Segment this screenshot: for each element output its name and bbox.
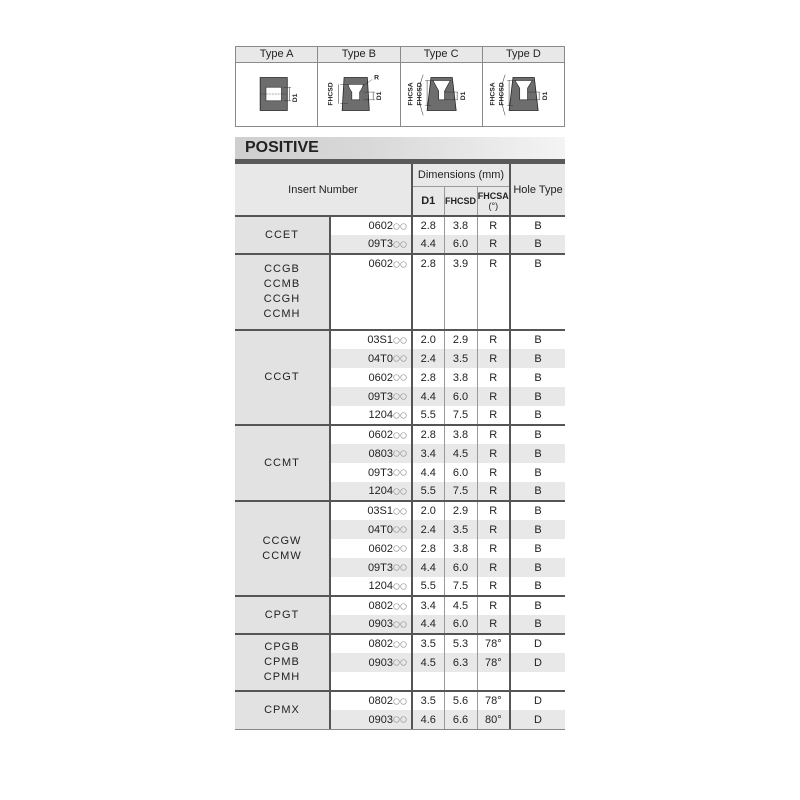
hole-type-value: B (510, 615, 565, 634)
insert-code: 1204 (368, 409, 394, 421)
fhcsd-value: 2.9 (444, 501, 477, 520)
family-name: CPGB (264, 641, 300, 653)
insert-code: 0802 (368, 600, 394, 612)
family-cell (235, 691, 330, 729)
empty-cell (444, 672, 477, 691)
fhcsa-value: R (477, 406, 510, 425)
fhcsd-value: 3.9 (444, 254, 477, 273)
insert-code: 09T3 (367, 561, 394, 574)
family-cell (235, 634, 330, 691)
family-name: CPMX (264, 704, 300, 716)
d1-value: 4.6 (412, 710, 444, 729)
table-row (235, 330, 565, 349)
fhcsa-value: 78° (477, 634, 510, 653)
empty-cell (477, 672, 510, 691)
fhcsd-value: 3.8 (444, 216, 477, 235)
fhcsa-value: R (477, 368, 510, 387)
hole-type-value: B (510, 520, 565, 539)
insert-code: 09T3 (367, 390, 394, 403)
insert-code-cell (330, 501, 412, 520)
fhcsa-value: R (477, 539, 510, 558)
empty-cell (444, 273, 477, 292)
type-c-drawing (401, 63, 482, 126)
fhcsd-value: 6.0 (444, 235, 477, 254)
placeholder-circles-icon (393, 374, 407, 381)
insert-code-cell (330, 577, 412, 596)
fhcsa-value: R (477, 330, 510, 349)
placeholder-circles-icon (393, 469, 407, 476)
insert-code: 0602 (368, 220, 394, 232)
fhcsd-header-label: FHCSD (445, 195, 477, 206)
d1-value: 3.5 (412, 634, 444, 653)
placeholder-circles-icon (393, 526, 407, 533)
empty-cell (330, 311, 412, 330)
fhcsd-value: 6.3 (444, 653, 477, 672)
family-name: CCMW (262, 549, 302, 562)
insert-group (235, 216, 565, 254)
d1-value: 5.5 (412, 406, 444, 425)
insert-code: 09T3 (367, 466, 394, 479)
insert-group (235, 691, 565, 729)
type-c-label: Type C (401, 47, 482, 63)
family-name: CPMB (264, 656, 300, 668)
placeholder-circles-icon (393, 241, 407, 248)
type-b-diagram (318, 63, 399, 126)
hole-type-value: B (534, 505, 542, 517)
empty-cell (510, 273, 565, 292)
empty-cell (477, 311, 510, 330)
empty-cell (330, 273, 412, 292)
placeholder-circles-icon (393, 545, 407, 552)
empty-cell (510, 292, 565, 311)
type-a-d1-label: D1 (291, 93, 299, 103)
family-name: CCGB (264, 263, 300, 275)
insert-code: 03S1 (367, 505, 394, 517)
d1-value: 2.8 (412, 425, 444, 444)
hole-type-value: B (510, 444, 565, 463)
placeholder-circles-icon (393, 355, 407, 362)
family-name: CPMH (263, 671, 301, 683)
insert-code-cell (330, 444, 412, 463)
type-d-column (483, 47, 564, 126)
table-header (235, 164, 565, 216)
fhcsd-value: 6.0 (444, 387, 477, 406)
insert-group (235, 425, 565, 501)
table-row (235, 216, 565, 235)
type-d-fhcsa-label: FHCSA (489, 82, 497, 106)
family-cell (235, 501, 330, 596)
d1-value: 3.5 (412, 691, 444, 710)
hole-type-value: B (534, 220, 542, 232)
insert-code-cell (330, 235, 412, 254)
table-row (235, 596, 565, 615)
insert-type-legend (235, 46, 565, 127)
hole-type-value: B (534, 466, 542, 479)
fhcsd-value: 5.3 (444, 634, 477, 653)
fhcsd-value: 7.5 (444, 577, 477, 596)
hole-type-value: B (510, 235, 565, 254)
fhcsd-value: 6.0 (444, 558, 477, 577)
insert-code: 0903 (368, 618, 394, 630)
fhcsa-value: R (477, 482, 510, 501)
dimensions-header: Dimensions (mm) (412, 164, 510, 186)
fhcsa-value: R (477, 216, 510, 235)
fhcsa-value: 78° (477, 691, 510, 710)
insert-code: 09T3 (367, 238, 394, 250)
fhcsd-header (444, 186, 477, 216)
insert-code: 1204 (368, 485, 394, 497)
family-name: CCGH (263, 293, 301, 305)
family-cell (235, 425, 330, 501)
insert-group (235, 634, 565, 691)
d1-value: 5.5 (412, 482, 444, 501)
empty-cell (444, 292, 477, 311)
hole-type-value: D (534, 638, 542, 650)
placeholder-circles-icon (393, 393, 407, 400)
insert-code-cell (330, 216, 412, 235)
family-name: CPGT (264, 608, 300, 621)
section-header (235, 137, 565, 159)
insert-code: 0803 (368, 447, 394, 460)
insert-code: 1204 (368, 580, 394, 592)
fhcsa-value: R (477, 425, 510, 444)
table-row (235, 425, 565, 444)
d1-value: 4.4 (412, 387, 444, 406)
fhcsa-value: 80° (477, 710, 510, 729)
fhcsd-value: 3.8 (444, 539, 477, 558)
placeholder-circles-icon (393, 450, 407, 457)
insert-code-cell (330, 387, 412, 406)
insert-code-cell (330, 425, 412, 444)
d1-value: 3.4 (412, 444, 444, 463)
d1-value: 2.0 (412, 330, 444, 349)
fhcsa-value: R (477, 501, 510, 520)
insert-code: 04T0 (367, 523, 394, 536)
insert-code-cell (330, 520, 412, 539)
type-b-radius-label: R (374, 74, 380, 82)
hole-type-value: D (510, 710, 565, 729)
fhcsa-value: R (477, 558, 510, 577)
insert-code-cell (330, 406, 412, 425)
type-d-label: Type D (483, 47, 564, 63)
section-title: POSITIVE (245, 139, 319, 156)
insert-code-cell (330, 482, 412, 501)
type-c-fhcsa-label: FHCSA (407, 82, 415, 106)
d1-value: 5.5 (412, 577, 444, 596)
table-row (235, 501, 565, 520)
insert-code: 0802 (368, 638, 394, 650)
fhcsa-value: R (477, 254, 510, 273)
fhcsa-value: R (477, 596, 510, 615)
fhcsa-value: R (477, 444, 510, 463)
type-d-drawing (483, 63, 564, 126)
placeholder-circles-icon (393, 488, 407, 495)
empty-cell (510, 672, 565, 691)
d1-value: 4.5 (412, 653, 444, 672)
d1-header (412, 186, 444, 216)
type-a-label: Type A (236, 47, 317, 63)
placeholder-circles-icon (393, 583, 407, 590)
family-cell (235, 596, 330, 634)
insert-code-cell (330, 634, 412, 653)
insert-code: 0903 (368, 656, 394, 669)
insert-number-header: Insert Number (235, 164, 412, 216)
insert-code-cell (330, 368, 412, 387)
type-d-d1-label: D1 (541, 91, 549, 101)
hole-type-value: D (534, 695, 542, 707)
fhcsa-header-label: FHCSA (477, 190, 509, 201)
insert-code-cell (330, 596, 412, 615)
placeholder-circles-icon (393, 621, 407, 628)
fhcsd-value: 4.5 (444, 444, 477, 463)
insert-group (235, 254, 565, 330)
hole-type-value: B (534, 429, 542, 441)
fhcsa-value: R (477, 235, 510, 254)
insert-code: 0802 (368, 695, 394, 707)
hole-type-value: B (534, 334, 542, 346)
placeholder-circles-icon (393, 261, 407, 268)
fhcsa-value: R (477, 615, 510, 634)
fhcsd-value: 4.5 (444, 596, 477, 615)
d1-value: 2.8 (412, 539, 444, 558)
insert-code-cell (330, 254, 412, 273)
fhcsd-value: 3.5 (444, 520, 477, 539)
hole-type-value: B (510, 558, 565, 577)
family-name: CCMH (263, 308, 301, 320)
placeholder-circles-icon (393, 641, 407, 648)
placeholder-circles-icon (393, 508, 407, 515)
hole-type-value: B (534, 258, 542, 270)
d1-value: 3.4 (412, 596, 444, 615)
type-c-diagram (401, 63, 482, 126)
family-name: CCGW (262, 534, 302, 547)
family-cell (235, 330, 330, 425)
type-c-column (401, 47, 483, 126)
insert-group (235, 596, 565, 634)
insert-code-cell (330, 349, 412, 368)
type-b-drawing (318, 63, 399, 126)
insert-code-cell (330, 558, 412, 577)
insert-code: 0602 (368, 258, 394, 270)
d1-value: 2.4 (412, 520, 444, 539)
fhcsd-value: 7.5 (444, 406, 477, 425)
placeholder-circles-icon (393, 432, 407, 439)
insert-code-cell (330, 539, 412, 558)
fhcsd-value: 2.9 (444, 330, 477, 349)
insert-group (235, 330, 565, 425)
table-bottom-rule (235, 729, 565, 730)
fhcsd-value: 3.8 (444, 425, 477, 444)
fhcsa-value: R (477, 520, 510, 539)
d1-value: 2.8 (412, 254, 444, 273)
fhcsd-value: 3.8 (444, 368, 477, 387)
table-row (235, 691, 565, 710)
insert-code: 0903 (368, 713, 394, 726)
placeholder-circles-icon (393, 603, 407, 610)
hole-type-value: B (534, 371, 542, 384)
table-row (235, 634, 565, 653)
type-c-fhcsd-label: FHCSD (415, 82, 423, 106)
empty-cell (477, 273, 510, 292)
type-c-d1-label: D1 (459, 91, 467, 101)
fhcsa-value: R (477, 349, 510, 368)
placeholder-circles-icon (393, 716, 407, 723)
family-name: CCET (265, 228, 299, 241)
type-a-column (236, 47, 318, 126)
fhcsa-value: R (477, 387, 510, 406)
hole-type-value: B (534, 409, 542, 421)
type-d-diagram (483, 63, 564, 126)
type-d-fhcsd-label: FHCSD (498, 82, 506, 106)
fhcsa-value: R (477, 463, 510, 482)
d1-value: 2.8 (412, 216, 444, 235)
fhcsd-value: 6.6 (444, 710, 477, 729)
fhcsd-value: 5.6 (444, 691, 477, 710)
placeholder-circles-icon (393, 337, 407, 344)
insert-code: 04T0 (367, 352, 394, 365)
placeholder-circles-icon (393, 659, 407, 666)
fhcsa-value: R (477, 577, 510, 596)
insert-code: 0602 (368, 371, 394, 384)
placeholder-circles-icon (393, 223, 407, 230)
insert-code-cell (330, 710, 412, 729)
type-a-diagram (236, 63, 317, 126)
insert-code-cell (330, 653, 412, 672)
d1-value: 4.4 (412, 235, 444, 254)
empty-cell (412, 672, 444, 691)
fhcsa-value: 78° (477, 653, 510, 672)
empty-cell (330, 672, 412, 691)
hole-type-value: B (534, 600, 542, 612)
insert-table (235, 164, 565, 729)
family-name: CCMT (264, 456, 300, 469)
type-a-drawing (236, 63, 317, 126)
hole-type-value: D (510, 653, 565, 672)
insert-code-cell (330, 691, 412, 710)
fhcsa-unit: (°) (488, 200, 499, 211)
fhcsd-value: 7.5 (444, 482, 477, 501)
family-name: CCMB (263, 278, 301, 290)
fhcsd-value: 3.5 (444, 349, 477, 368)
insert-code-cell (330, 463, 412, 482)
d1-value: 2.8 (412, 368, 444, 387)
d1-value: 2.4 (412, 349, 444, 368)
d1-value: 4.4 (412, 615, 444, 634)
table-row (235, 254, 565, 273)
hole-type-value: B (510, 349, 565, 368)
fhcsd-value: 6.0 (444, 463, 477, 482)
insert-code: 0602 (368, 429, 394, 441)
placeholder-circles-icon (393, 564, 407, 571)
type-b-d1-label: D1 (376, 91, 384, 101)
empty-cell (510, 311, 565, 330)
insert-code-cell (330, 330, 412, 349)
type-b-column (318, 47, 400, 126)
d1-value: 4.4 (412, 463, 444, 482)
empty-cell (330, 292, 412, 311)
hole-type-value: B (510, 482, 565, 501)
type-b-fhcsd-label: FHCSD (327, 82, 335, 106)
fhcsa-header (477, 186, 510, 216)
empty-cell (412, 292, 444, 311)
empty-cell (412, 273, 444, 292)
placeholder-circles-icon (393, 412, 407, 419)
insert-group (235, 501, 565, 596)
d1-header-label: D1 (421, 194, 436, 207)
hole-type-value: B (534, 542, 542, 555)
hole-type-value: B (534, 580, 542, 592)
placeholder-circles-icon (393, 698, 407, 705)
hole-type-value: B (510, 387, 565, 406)
empty-cell (477, 292, 510, 311)
hole-type-header: Hole Type (510, 164, 565, 216)
fhcsd-value: 6.0 (444, 615, 477, 634)
insert-code: 0602 (368, 542, 394, 555)
insert-code-cell (330, 615, 412, 634)
d1-value: 2.0 (412, 501, 444, 520)
family-cell (235, 216, 330, 254)
empty-cell (444, 311, 477, 330)
insert-code: 03S1 (367, 334, 394, 346)
family-cell (235, 254, 330, 330)
d1-value: 4.4 (412, 558, 444, 577)
type-b-label: Type B (318, 47, 399, 63)
empty-cell (412, 311, 444, 330)
family-name: CCGT (264, 371, 300, 383)
